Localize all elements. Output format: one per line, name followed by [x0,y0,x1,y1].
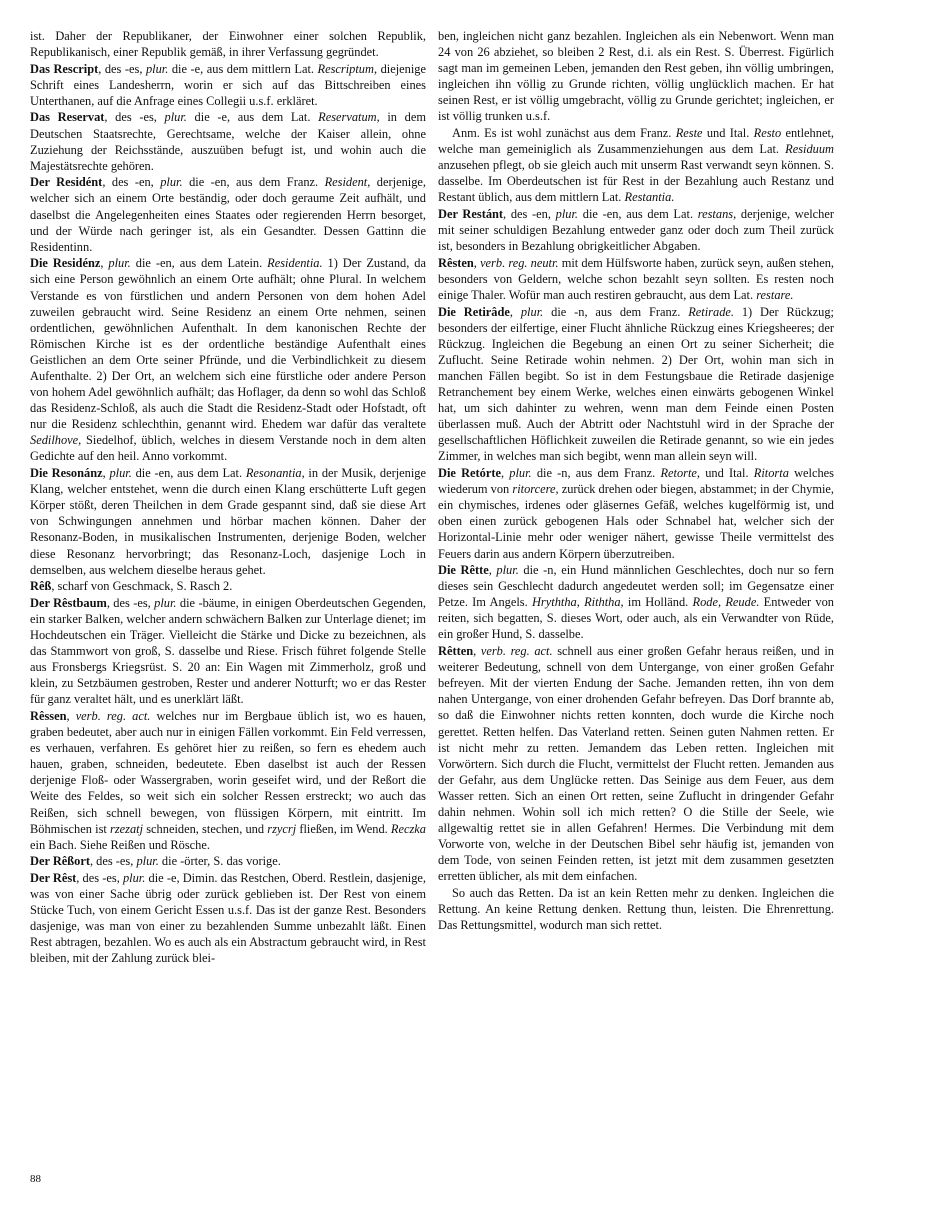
entry-text: ein Bach. Siehe Reißen und Rösche. [30,837,210,852]
entry-text: in der Musik, derjenige Klang, welcher entstehet, wenn die durch einen Klang erschütterte Luft gegen Körper stößt, deren Theilchen in dem Grade gespannt sind, daß sie diese Art von Schwingungen annehmen und hörbar machen können. Daher der Resonanz-Boden, in musikalischen Instrumenten, derjenige Boden, welcher diese Resonanz hervorbringt; das Resonanz-Loch, dasjenige Loch in demselben, aus welchem dieselbe heraus gehet. [30,466,426,577]
italic-term: plur. [109,466,132,481]
entry-text: die -bäume, in einigen Oberdeutschen Gegenden, ein starker Balken, welcher andern schwächern Balken zur Unterlage dienet; im Hochdeutschen ein Träger. Vielleicht die Stärke und Dicke zu bezeichnen, als das Stammwort von groß, S. dasselbe und Riese. Frisch führet folgende Stelle aus Fronsbergs Kriegsrüst. S. 20 an: Ein Wagen mit Zimmerholz, groß und klein, zu Setzbäumen gestroben, Rester und anderer Notturft; wo er das Rester für ganz veraltet hält, und es unerklärt läßt. [30,595,426,707]
dictionary-entry [30,870,426,967]
entry-text: ist. Daher der Republikaner, der Einwohner einer solchen Republik, Republikanisch, einer Republik gemäß, in ihrer Verfassung gegründet. [30,29,426,60]
headword: Der Restánt [438,207,504,222]
entry-text: im Holländ. [623,595,693,610]
headword: Rêssen [30,708,67,723]
headword: Rêß [30,579,52,594]
headword: Die Rêtte [438,563,489,578]
entry-text: die -e, aus dem Lat. [186,110,319,125]
dictionary-entry [438,562,834,642]
italic-term: plur. [136,854,159,869]
entry-text: , [500,466,510,481]
entry-text: die -en, aus dem Lat. [131,466,246,481]
dictionary-entry [438,28,834,125]
italic-term: verb. reg. act. [75,708,151,723]
italic-term: plur. [160,175,183,190]
dictionary-entry [30,853,426,869]
dictionary-entry [30,109,426,173]
italic-term: verb. reg. act. [480,644,553,659]
entry-text: , des -es, [98,61,146,76]
entry-text: und Ital. [700,466,754,481]
headword: Rêtten [438,644,474,659]
entry-text: , des -en, [102,175,161,190]
italic-term: restare. [756,288,794,302]
entry-text: mit dem Hülfsworte haben, zurück seyn, außen stehen, besonders von Geldern, welche schon bezahlt seyn sollten. Es resten noch einige Thaler. Wofür man auch restiren gebraucht, aus dem Lat. [438,255,834,302]
entry-text: die -n, aus dem Franz. [531,466,661,481]
entry-text: derjenige, welcher mit seiner schuldigen Bezahlung entweder ganz oder doch zum Theil zurück ist, besonders in Bezahlung obrigkeitlicher Abgaben. [438,207,834,254]
italic-term: restans, [697,207,737,222]
dictionary-entry [438,643,834,884]
headword: Die Residénz [30,256,101,271]
italic-term: Restantia. [624,190,675,205]
entry-text: 1) Der Zustand, da sich eine Person gewöhnlich an einem Orte aufhält; ohne Plural. In welchem Verstande es von fürstlichen und andern Personen von dem hohen Adel zuweilen gebraucht wird. Seine Residenz an einem Orte nehmen, seinen ordentlichen, gewöhnlichen Aufenthalt. In dem kanonischen Rechte der Römischen Kirche ist es der ordentliche beständige Aufenthalt eines Geistlichen an dem Orte seiner Pfründe, und die Verbindlichkeit zu diesem Aufenthalte. 2) Der Ort, an welchem sich eine fürstliche oder andere Person von hohem Adel gewöhnlich aufhält; das Hoflager, da denn so wohl das Schloß das Residenz-Schloß, als auch die Stadt die Residenz-Stadt oder Hofstadt, oft nur die Residenz schlechthin, genannt wird. Ehedem war dafür das veraltete [30,256,426,432]
italic-term: Retirade. [688,304,734,319]
entry-text: schneiden, stechen, und [143,821,268,836]
italic-term: Residentia. [267,256,323,271]
entry-text: Siedelhof, üblich, welches in diesem Verstande noch in dem alten Gedichte auf den heil. Anno vorkommt. [30,433,426,464]
entry-text: So auch das Retten. Da ist an kein Retten mehr zu denken. Ingleichen die Rettung. An keine Rettung denken. Rettung thun, leisten. Die Ehrenrettung. Das Rettungsmittel, wodurch man sich rettet. [438,885,834,933]
italic-term: plur. [520,304,544,319]
entry-text: die -n, aus dem Franz. [543,304,689,319]
entry-text: die -e, aus dem mittlern Lat. [168,61,318,76]
italic-term: Resonantia, [245,466,305,481]
italic-term: Ritorta [753,466,789,481]
dictionary-entry [30,578,426,594]
headword: Das Reservat [30,110,105,125]
italic-term: rzezatj [110,821,144,836]
italic-term: plur. [145,61,169,76]
entry-text: , des -es, [76,870,123,885]
entry-text: Entweder von reiten, sich begatten, S. dieses Wort, oder auch, als ein Verwandter von Rüde, ein großer Hund, S. dasselbe. [438,595,834,642]
dictionary-entry [30,61,426,109]
dictionary-entry [438,304,834,465]
headword: Der Rêst [30,870,77,885]
entry-text: , des -es, [104,110,165,125]
entry-text: die -en, aus dem Latein. [130,256,268,271]
entry-text: , [488,563,497,578]
headword: Die Resonánz [30,466,103,481]
entry-text: diejenige Schrift eines Landesherrn, worin er sich auf das Bittschreiben eines Unterthanen, auf die Anfrage eines Collegii u.s.f. erkläret. [30,61,426,108]
entry-text: zurück drehen oder biegen, abstammet; in der Chymie, ein chymisches, irdenes oder gläsernes Gefäß, welches kugelförmig ist, und oben einen zurück gebogenen Hals oder Schnabel hat, welcher sich der Horizontal-Linie mehr oder weniger nähert, gewisse Theile vermittelst des Feuers darin aus andern Körpern überzutreiben. [438,482,835,561]
headword: Der Residént [30,175,103,190]
italic-term: ritorcere, [512,482,559,497]
entry-text: , [100,256,109,271]
italic-term: Hryththa, Riththa, [531,595,624,610]
entry-text: , scharf von Geschmack, S. Rasch 2. [51,579,233,594]
entry-text: , [102,466,110,481]
dictionary-entry [30,255,426,464]
dictionary-entry [30,174,426,254]
dictionary-entry [438,125,834,205]
headword: Die Retirâde [438,304,510,319]
entry-text: die -n, ein Hund männlichen Geschlechtes, doch nur so fern dieses sein Geschlecht dadurch angedeutet werden soll; im Gegensatze einer Petze. Im Angels. [438,563,834,610]
entry-text: , [509,304,521,319]
entry-text: die -örter, S. das vorige. [158,854,281,869]
italic-term: Rode, Reude. [692,595,760,610]
entry-text: , [66,708,76,723]
italic-term: plur. [122,870,146,885]
dictionary-entry [438,206,834,254]
entry-text: , des -en, [503,207,556,222]
entry-text: , [473,255,481,270]
headword: Der Rêßort [30,854,90,869]
entry-text: schnell aus einer großen Gefahr heraus reißen, und in weiterer Bedeutung, schnell von dem Untergange, von einer großen Gefahr befreyen. Mit der vierten Endung der Sache. Jemanden retten, ihn von dem nahen Untergange, von einer drohenden Gefahr befreyen. Das Dorf brannte ab, so daß die Einwohner nichts retten konnten, doch wurde die Kirche noch gerettet. Retten helfen. Das Vaterland retten. Seinen guten Nahmen retten. Er ist nicht mehr zu retten. Jemandem das Leben retten. Ingleichen mit Vorwörtern. Sich durch die Flucht, vermittelst der Flucht retten. Jemanden aus der Gefahr, aus dem Unglücke retten. Das Seinige aus dem Feuer, aus dem Wasser retten. Sich an einen Ort retten, seine Zuflucht in dringender Gefahr dahin nehmen. Wohin soll ich mich retten? O die Stille der Seele, wie allgewaltig rettet sie in allen Gefahren! Hermes. Die Verbindung mit dem Vorworte von, welche in der Deutschen Bibel sehr häufig ist, jemanden von dem Tode, von seinen Feinden retten, ist jetzt mit dem zusammen gesetzten erretten üblicher, als mit dem einfachen. [438,644,835,884]
entry-text: derjenige, welcher sich an einem Orte beständig, oder doch geraume Zeit aufhält, und daselbst die Angelegenheiten eines Staates oder regierenden Herrn besorget, und der Würde nach geringer ist, als ein Gesandter. Dessen Gattinn die Residentinn. [30,175,426,254]
italic-term: rzycrj [267,821,297,836]
headword: Die Retórte [438,466,501,481]
italic-term: plur. [108,256,131,271]
entry-text: die -en, aus dem Lat. [578,207,698,222]
dictionary-page [30,28,908,1188]
italic-term: Resident, [324,175,371,190]
entry-text: in dem Deutschen Staatsrechte, Gerechtsame, welche der Kaiser allein, ohne Zuziehung der Reichsstände, auszuüben befugt ist, und wohin auch die Majestätsrechte gehören. [30,110,426,173]
entry-text: Anm. Es ist wohl zunächst aus dem Franz. [452,126,676,141]
italic-term: plur. [496,563,519,578]
italic-term: Reste [675,126,703,141]
entry-text: die -en, aus dem Franz. [182,175,325,190]
italic-term: Resto [753,126,782,141]
entry-text: , des -es, [89,854,137,869]
italic-term: plur. [509,466,532,481]
entry-text: ben, ingleichen nicht ganz bezahlen. Ingleichen als ein Nebenwort. Wenn man 24 von 26 abziehet, so bleiben 2 Rest, d.i. als ein Rest. S. Überrest. Figürlich sagt man im gemeinen Leben, jemanden den Rest geben, ihn völlig umbringen, ingleichen ihn völlig zu Grunde richten, völlig unglücklich machen. Er hat seinen Rest, er ist völlig umgebracht, völlig zu Grunde gerichtet; ingleichen, er ist völlig trunken u.s.f. [438,29,834,124]
dictionary-entry [438,885,834,933]
entry-text: fließen, im Wend. [296,821,391,836]
italic-term: Reservatum, [318,110,380,125]
entry-text: die -e, Dimin. das Restchen, Oberd. Restlein, dasjenige, was von einer Sache übrig oder zurück geblieben ist. Der Rest von einem Stücke Tuch, von einem Gericht Essen u.s.f. Das ist der ganze Rest. Besonders dasjenige, was man von einer zu bezahlenden Summe unbezahlt läßt. Einen Rest abtragen, bezahlen. Wo es auch als ein Abstractum gebraucht wird, in Rest bleiben, mit der Zahlung zurück blei- [30,870,427,966]
entry-text: , des -es, [106,595,155,610]
dictionary-entry [30,28,426,60]
italic-term: Rescriptum, [317,61,378,76]
italic-term: Retorte, [660,466,701,481]
headword: Der Rêstbaum [30,595,107,610]
entry-text: entlehnet, welche man gemeiniglich als Zusammenziehungen aus dem Lat. [438,126,834,157]
italic-term: plur. [164,110,187,125]
entry-text: welches nur im Bergbaue üblich ist, wo es hauen, graben bedeutet, aber auch nur in einigen Fällen vorkommt. Ein Feld verressen, es verhauen, verfahren. Es gehöret hier zu reißen, so fern es ehedem auch hauen, graben, schneiden, bedeutete. Eben daselbst ist auch der Ressen derjenige Floß- oder Wassergraben, worin geseifet wird, und der Reßort die Weite des Feldes, so weit sich ein solcher Ressen erstreckt; wo auch das Reißen, sich schnell bewegen, von flüssigen Körpern, mit eintritt. Im Böhmischen ist [30,708,426,836]
headword: Rêsten [438,255,474,270]
headword: Das Rescript [30,61,99,76]
left-column [30,28,426,967]
italic-term: Reczka [390,821,427,836]
entry-text: 1) Der Rückzug; besonders der eilfertige, einer Flucht ähnliche Rückzug eines Kriegsheeres; der Rückzug. Ingleichen die Begebung an einen Ort zu seiner Sicherheit; die Zuflucht. Seine Retirade wohin nehmen. 2) Der Ort, wohin man sich in manchen Fällen begibt. So ist in dem Festungsbaue die Retirade dasjenige Retranchement bey einem Werke, welches einen einwärts gebogenen Winkel hat, um sich dahinter zu wehren, wenn man dem Feinde einen Posten überlassen muß. Auch der Abtritt oder Nachtstuhl wird in der Sprache der gesellschaftlichen Höflichkeit zuweilen die Retirade genannt, so wie ein jedes Zimmer, in welches man sich begibt, wenn man allein seyn will. [438,304,834,464]
italic-term: Residuum [785,142,834,157]
italic-term: Sedilhove, [30,433,82,448]
entry-text: und Ital. [702,126,754,141]
dictionary-entry [438,465,834,562]
dictionary-entry [438,255,834,303]
right-column [438,28,834,934]
italic-term: plur. [154,595,177,610]
italic-term: verb. reg. neutr. [480,255,559,270]
page-number: 88 [30,1173,41,1185]
entry-text: anzusehen pflegt, ob sie gleich auch mit unserm Rast verwandt seyn können. S. dasselbe. Im Oberdeutschen ist für Rest in der Bezahlung auch Restanz und Restant üblich, aus dem mittlern Lat. [438,158,834,205]
dictionary-entry [30,708,426,853]
entry-text: welches wiederum von [438,466,834,497]
dictionary-entry [30,595,426,708]
italic-term: plur. [555,207,579,222]
dictionary-entry [30,465,426,578]
entry-text: , [473,644,481,659]
